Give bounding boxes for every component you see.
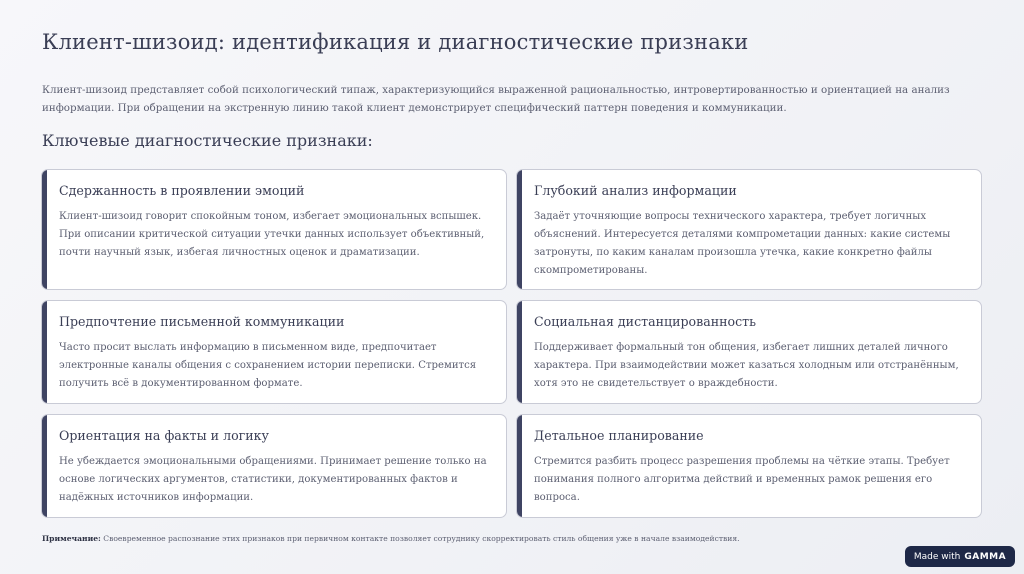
card-text: Не убеждается эмоциональными обращениями. Принимает решение только на основе логических аргументов, статистики, документированных фактов и надёжных источников информации. [59,456,487,503]
card-social-distance [516,300,982,404]
card-accent-bar [517,301,522,403]
card-emotional-restraint [41,169,507,290]
page-title: Клиент-шизоид: идентификация и диагностические признаки [42,30,749,54]
card-text: Часто просит выслать информацию в письменном виде, предпочитает электронные каналы общения с сохранением истории переписки. Стремится получить всё в документированном формате. [59,342,477,389]
footnote-text: Своевременное распознание этих признаков при первичном контакте позволяет сотруднику скорректировать стиль общения уже в начале взаимодействия. [100,534,740,543]
footnote-label: Примечание: [42,534,101,543]
card-accent-bar [517,415,522,517]
card-title: Детальное планирование [534,428,704,443]
card-detailed-planning [516,414,982,518]
intro-paragraph: Клиент-шизоид представляет собой психологический типаж, характеризующийся выраженной рациональностью, интровертированностью и ориентацией на анализ информации. При обращении на экстренную линию такой клиент демонстрирует специфический паттерн поведения и коммуникации. [42,84,950,114]
gamma-logo: GAMMA [964,551,1007,562]
card-deep-analysis [516,169,982,290]
card-title: Сдержанность в проявлении эмоций [59,183,305,198]
card-text: Задаёт уточняющие вопросы технического характера, требует логичных объяснений. Интересуется деталями компрометации данных: какие системы затронуты, по каким каналам произошла утечка, какие конкретно файлы скомпрометированы. [534,211,951,276]
card-text: Клиент-шизоид говорит спокойным тоном, избегает эмоциональных вспышек. При описании критической ситуации утечки данных использует объективный, почти научный язык, избегая личностных оценок и драматизации. [59,211,485,258]
section-heading: Ключевые диагностические признаки: [42,131,373,150]
card-accent-bar [42,415,47,517]
card-accent-bar [42,170,47,289]
footnote [42,534,740,543]
card-title: Социальная дистанцированность [534,314,756,329]
card-text: Стремится разбить процесс разрешения проблемы на чёткие этапы. Требует понимания полного алгоритма действий и временных рамок решения его вопроса. [534,456,950,503]
card-title: Ориентация на факты и логику [59,428,269,443]
card-written-communication [41,300,507,404]
card-accent-bar [517,170,522,289]
card-facts-logic [41,414,507,518]
card-title: Предпочтение письменной коммуникации [59,314,345,329]
badge-prefix: Made with [913,551,961,562]
card-text: Поддерживает формальный тон общения, избегает лишних деталей личного характера. При взаимодействии может казаться холодным или отстранённым, хотя это не свидетельствует о враждебности. [534,342,959,389]
card-title: Глубокий анализ информации [534,183,737,198]
made-with-gamma-badge[interactable] [905,546,1015,567]
card-accent-bar [42,301,47,403]
